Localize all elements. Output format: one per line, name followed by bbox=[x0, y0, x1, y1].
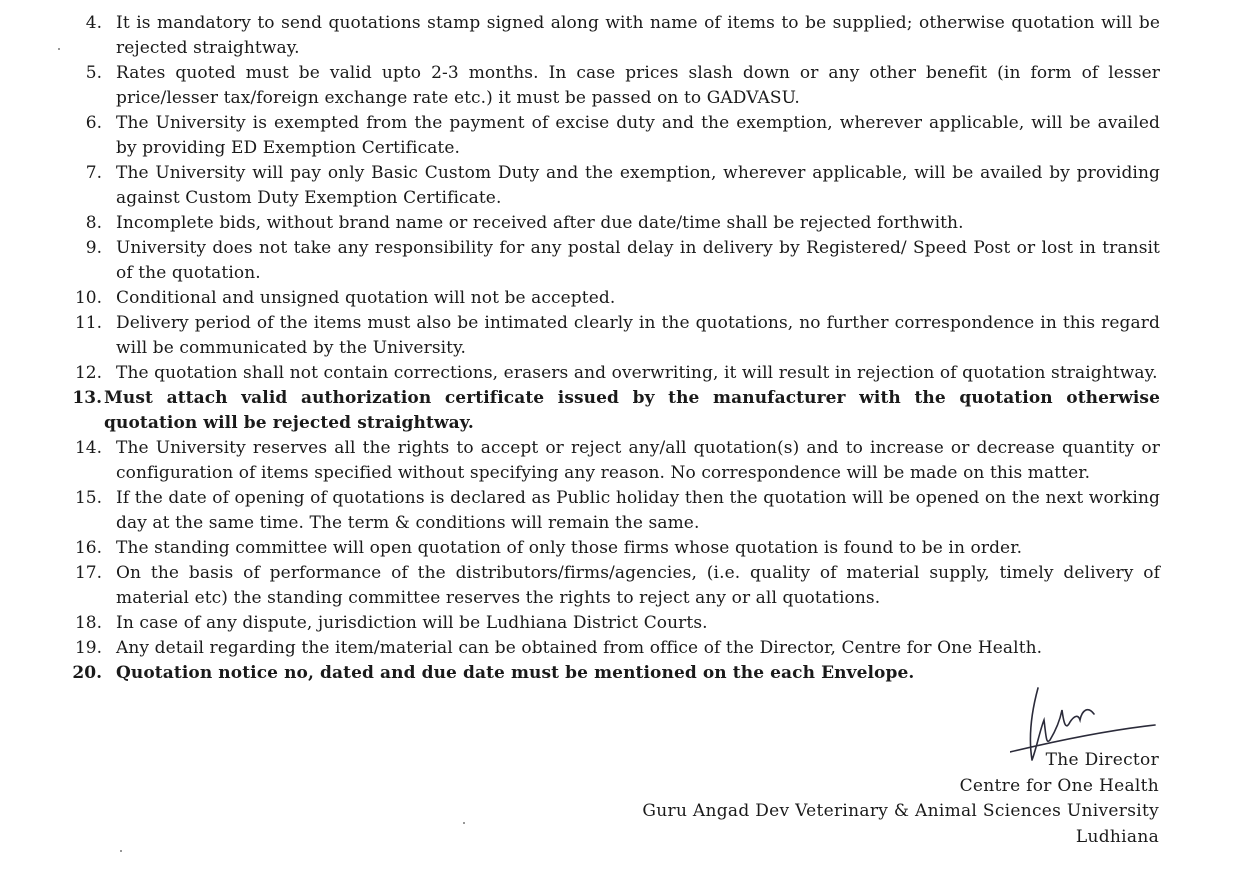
term-number: 10. bbox=[74, 288, 102, 308]
term-item bbox=[60, 236, 1160, 286]
scan-speck bbox=[120, 850, 122, 852]
term-text: The University is exempted from the payment of excise duty and the exemption, wherever applicable, will be availed by providing ED Exemption Certificate. bbox=[116, 113, 1160, 158]
term-number: 20. bbox=[72, 663, 102, 683]
term-text: Rates quoted must be valid upto 2-3 months. In case prices slash down or any other benefit (in form of lesser price/lesser tax/foreign exchange rate etc.) it must be passed on to GADVASU. bbox=[116, 63, 1160, 108]
term-text: Incomplete bids, without brand name or received after due date/time shall be rejected forthwith. bbox=[116, 213, 964, 233]
term-item bbox=[60, 211, 1160, 236]
signatory-title: The Director bbox=[1045, 750, 1159, 770]
term-text: Conditional and unsigned quotation will not be accepted. bbox=[116, 288, 616, 308]
term-text: On the basis of performance of the distributors/firms/agencies, (i.e. quality of material supply, timely delivery of material etc) the standing committee reserves the rights to reject any or all quotations. bbox=[116, 563, 1160, 608]
term-item bbox=[60, 11, 1160, 61]
term-text: Delivery period of the items must also be intimated clearly in the quotations, no further correspondence in this regard will be communicated by the University. bbox=[116, 313, 1160, 358]
term-item bbox=[60, 111, 1160, 161]
term-item bbox=[60, 286, 1160, 311]
term-text: Must attach valid authorization certificate issued by the manufacturer with the quotation otherwise quotation will be rejected straightway. bbox=[104, 388, 1160, 433]
term-number: 16. bbox=[74, 538, 102, 558]
signature-block bbox=[642, 748, 1159, 850]
term-number: 8. bbox=[85, 213, 102, 233]
term-number: 15. bbox=[74, 488, 102, 508]
term-item bbox=[60, 436, 1160, 486]
term-item-emphasized bbox=[60, 661, 1160, 686]
term-number: 12. bbox=[74, 363, 102, 383]
term-number: 13. bbox=[72, 388, 102, 408]
signatory-department: Centre for One Health bbox=[959, 775, 1159, 796]
terms-list bbox=[60, 11, 1160, 686]
term-number: 11. bbox=[74, 313, 102, 333]
scan-speck bbox=[58, 48, 60, 50]
term-text: Any detail regarding the item/material can be obtained from office of the Director, Centre for One Health. bbox=[116, 638, 1043, 658]
term-item bbox=[60, 361, 1160, 386]
term-text: It is mandatory to send quotations stamp signed along with name of items to be supplied; otherwise quotation will be rejected straightway. bbox=[116, 13, 1160, 58]
signatory-city: Ludhiana bbox=[1075, 826, 1159, 847]
term-text: In case of any dispute, jurisdiction will be Ludhiana District Courts. bbox=[116, 613, 708, 633]
term-number: 18. bbox=[74, 613, 102, 633]
term-item bbox=[60, 636, 1160, 661]
term-number: 6. bbox=[85, 113, 102, 133]
term-text: The quotation shall not contain corrections, erasers and overwriting, it will result in rejection of quotation straightway. bbox=[116, 363, 1158, 383]
term-number: 9. bbox=[85, 238, 102, 258]
term-text: The University reserves all the rights to accept or reject any/all quotation(s) and to increase or decrease quantity or configuration of items specified without specifying any reason. No correspondence will be made on this matter. bbox=[116, 438, 1160, 483]
term-text: University does not take any responsibility for any postal delay in delivery by Registered/ Speed Post or lost in transit of the quotation. bbox=[116, 238, 1160, 283]
scan-speck bbox=[463, 822, 465, 824]
term-item bbox=[60, 161, 1160, 211]
term-item bbox=[60, 486, 1160, 536]
term-number: 5. bbox=[85, 63, 102, 83]
signatory-university: Guru Angad Dev Veterinary & Animal Sciences University bbox=[642, 801, 1159, 821]
term-text: If the date of opening of quotations is declared as Public holiday then the quotation will be opened on the next working day at the same time. The term & conditions will remain the same. bbox=[116, 488, 1160, 533]
term-item bbox=[60, 561, 1160, 611]
term-item bbox=[60, 536, 1160, 561]
term-number: 14. bbox=[74, 438, 102, 458]
term-item bbox=[60, 61, 1160, 111]
term-item bbox=[60, 311, 1160, 361]
term-number: 7. bbox=[85, 163, 102, 183]
term-item bbox=[60, 611, 1160, 636]
term-number: 4. bbox=[85, 13, 102, 33]
term-text: The standing committee will open quotation of only those firms whose quotation is found to be in order. bbox=[116, 538, 1023, 558]
term-text: Quotation notice no, dated and due date must be mentioned on the each Envelope. bbox=[116, 663, 915, 683]
term-item-emphasized bbox=[60, 386, 1160, 436]
term-number: 17. bbox=[74, 563, 102, 583]
term-number: 19. bbox=[74, 638, 102, 658]
term-text: The University will pay only Basic Custom Duty and the exemption, wherever applicable, will be availed by providing against Custom Duty Exemption Certificate. bbox=[116, 163, 1160, 208]
